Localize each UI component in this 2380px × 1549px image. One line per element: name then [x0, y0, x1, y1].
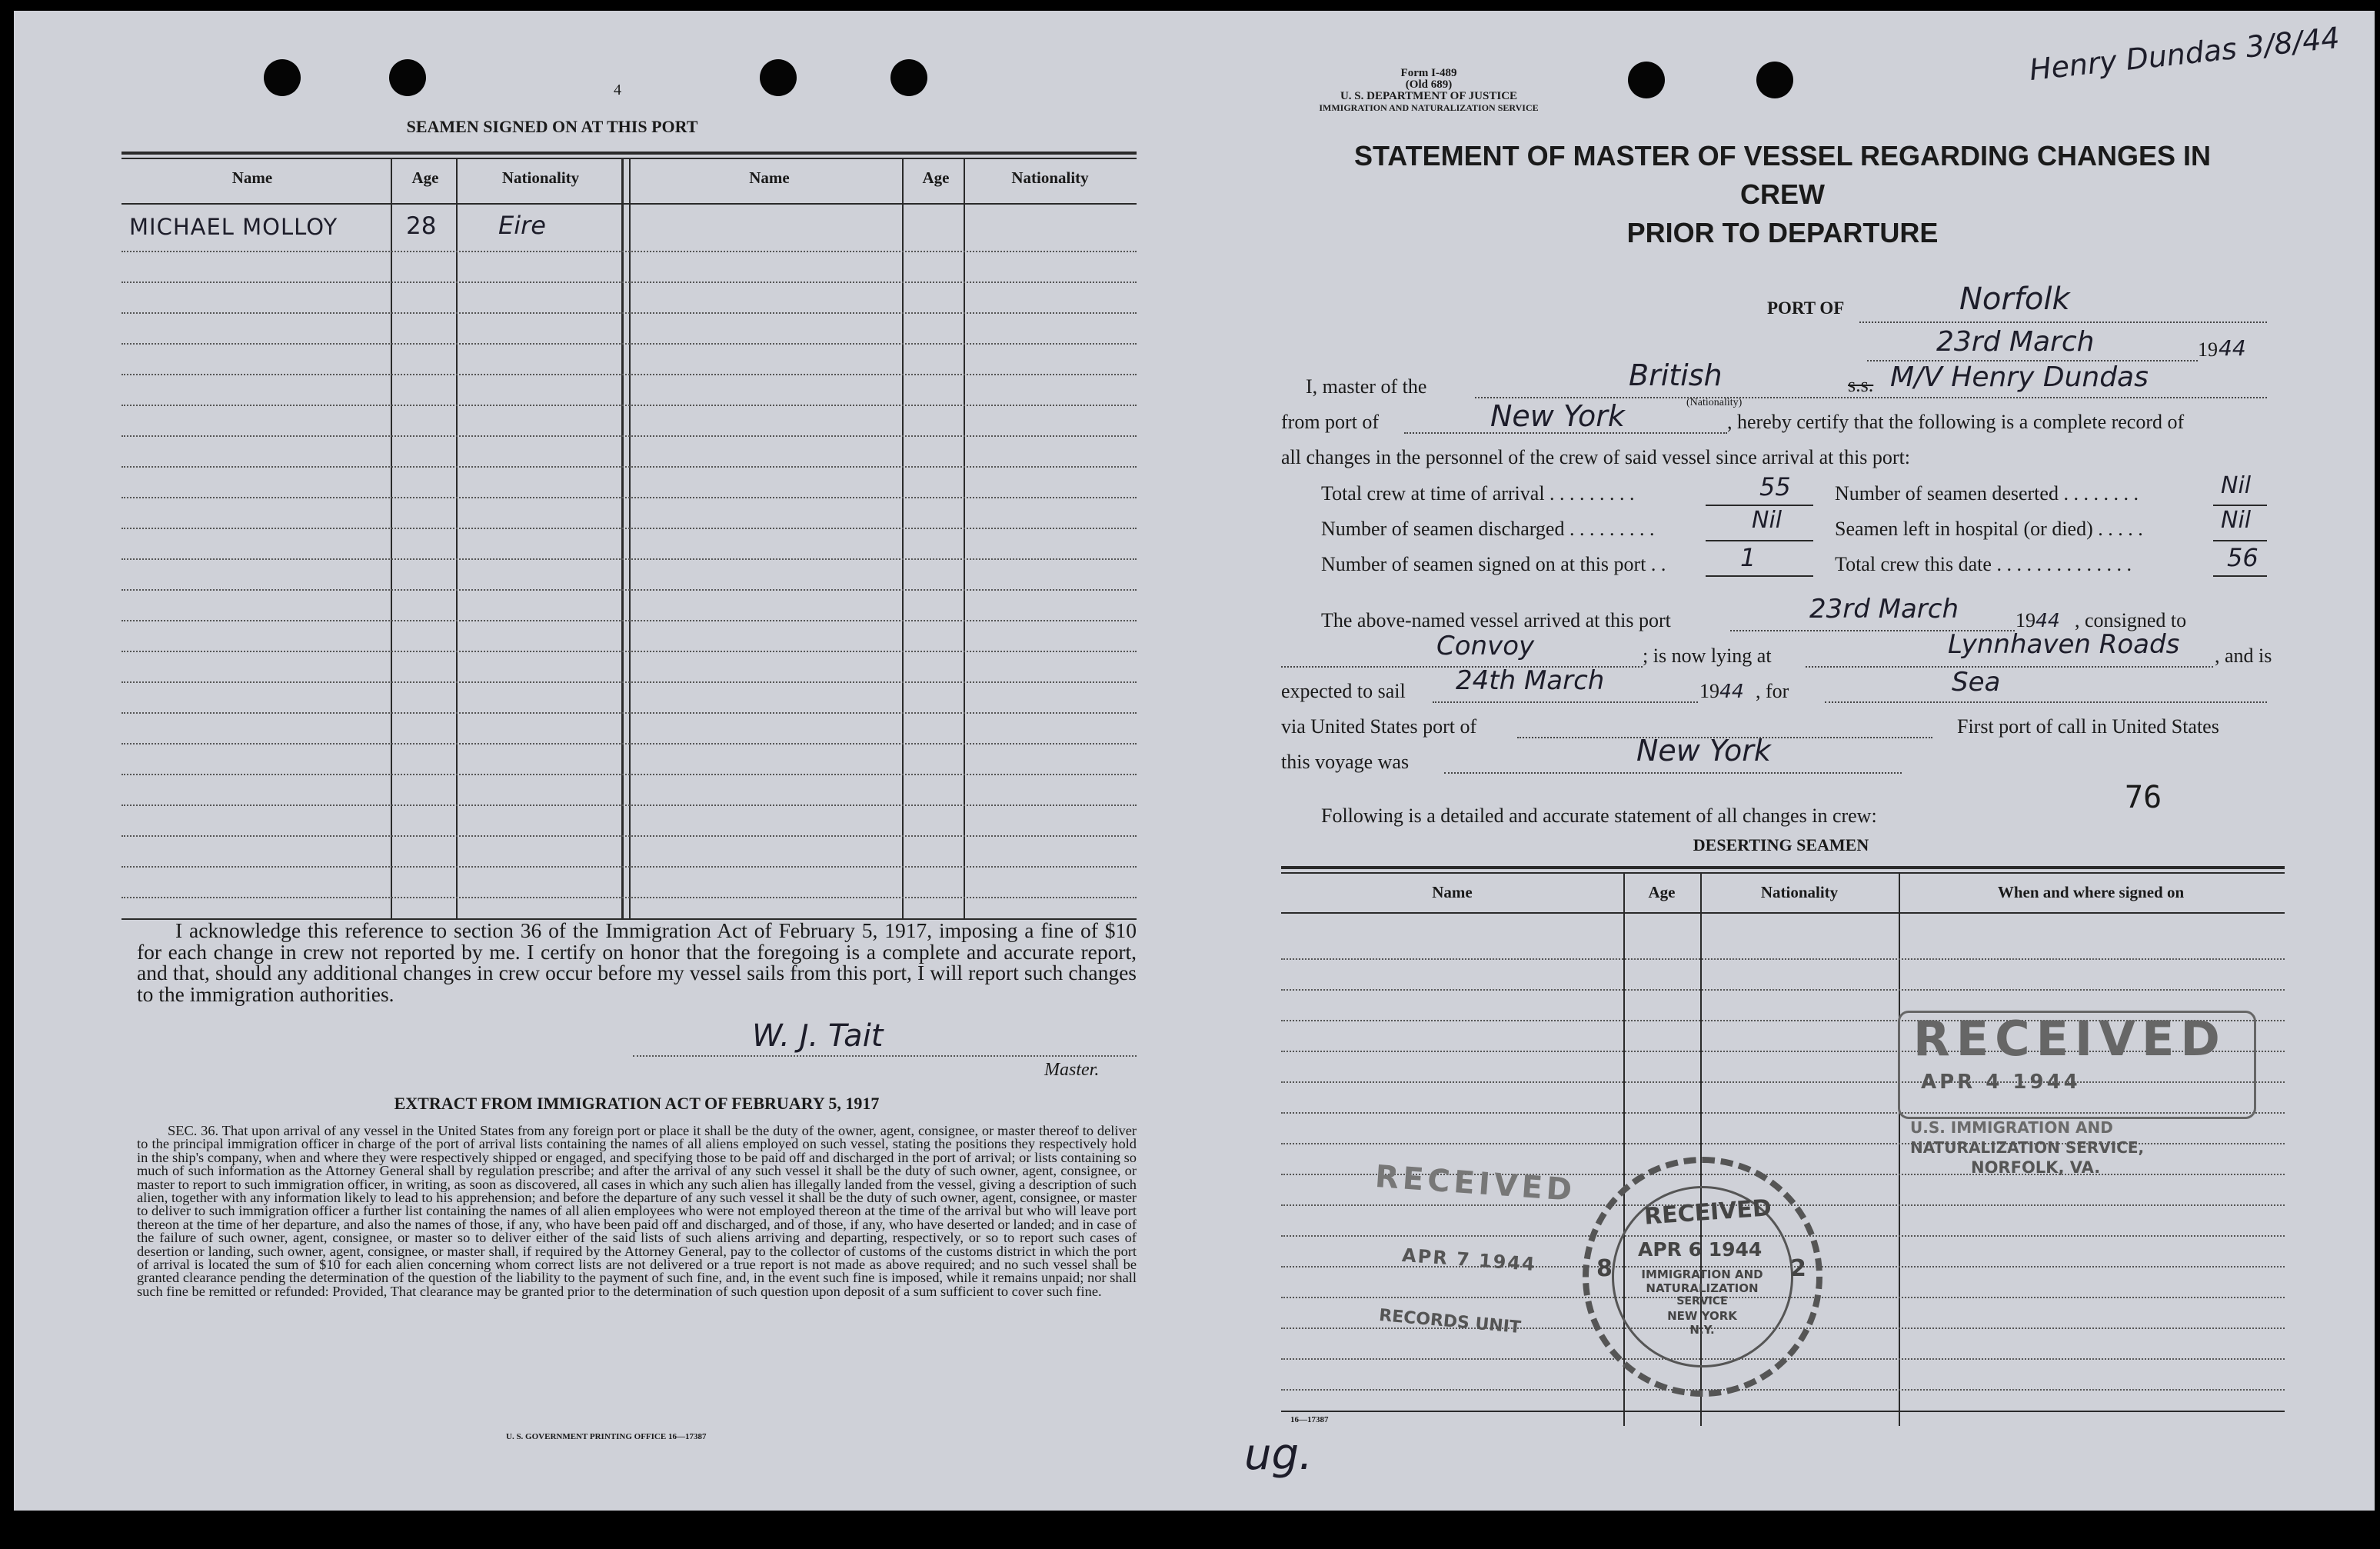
stat-underline [1706, 540, 1813, 541]
row-line [121, 774, 1137, 775]
first-port-label: First port of call in United States [1957, 715, 2219, 738]
row-line [121, 804, 1137, 806]
punch-hole [890, 59, 927, 96]
from-port-value: New York [1490, 399, 1625, 433]
stat-underline [2213, 505, 2267, 506]
stat-value-discharged: Nil [1752, 507, 1783, 534]
old-form-number: (Old 689) [1405, 78, 1453, 91]
lying-value: Lynnhaven Roads [1948, 629, 2180, 660]
stat-underline [2213, 575, 2267, 577]
stat-value-signed-on: 1 [1740, 543, 1756, 572]
punch-hole [760, 59, 797, 96]
certify-text: , hereby certify that the following is a complete record of [1727, 411, 2185, 433]
row-line [121, 281, 1137, 283]
row-line [121, 435, 1137, 437]
round-stamp-line5: SERVICE [1676, 1295, 1728, 1307]
master-signature: W. J. Tait [752, 1018, 884, 1054]
for-value: Sea [1952, 667, 2001, 698]
stat-value-deserted: Nil [2221, 472, 2252, 499]
punch-hole [1756, 62, 1793, 98]
voyage-label: this voyage was [1281, 751, 1410, 773]
stat-label-deserted: Number of seamen deserted . . . . . . . . [1835, 482, 2139, 505]
page-number: 4 [614, 82, 621, 98]
norfolk-stamp-line3: U.S. IMMIGRATION AND [1910, 1118, 2113, 1137]
records-stamp-unit: RECORDS UNIT [1378, 1305, 1522, 1338]
extract-title: EXTRACT FROM IMMIGRATION ACT OF FEBRUARY 5, 1917 [394, 1094, 880, 1113]
records-stamp-date: APR 7 1944 [1401, 1244, 1537, 1276]
round-stamp-received: RECEIVED [1643, 1194, 1773, 1231]
arrived-year-prefix: 19 [2016, 609, 2035, 631]
norfolk-stamp-received: RECEIVED [1913, 1011, 2226, 1067]
table-row-nationality: Eire [498, 211, 546, 240]
and-is-label: , and is [2215, 645, 2272, 667]
round-stamp-date: APR 6 1944 [1638, 1238, 1763, 1261]
stat-underline [2213, 540, 2267, 541]
row-line [121, 712, 1137, 714]
deserting-title: DESERTING SEAMEN [1693, 835, 1869, 854]
acknowledgement-text: I acknowledge this reference to section 36 of the Immigration Act of February 5, 1917, imposing a fine of $10 for each change in crew not reported by me. I certify on honor that the foregoing is a complete and accurate report, and that, should any additional changes in crew occur before my vessel sails from this port, I will report such changes to the immigration authorities. [137, 918, 1137, 1006]
table-row-age: 28 [406, 212, 437, 240]
column-header-age: Age [411, 168, 439, 187]
form-header [1275, 68, 1583, 114]
row-line [121, 897, 1137, 898]
printer-line: U. S. GOVERNMENT PRINTING OFFICE 16—17387 [506, 1432, 707, 1441]
expected-label: expected to sail [1281, 680, 1406, 702]
stat-value-hospital: Nil [2221, 507, 2252, 534]
seamen-signed-on-title: SEAMEN SIGNED ON AT THIS PORT [406, 117, 698, 136]
service: IMMIGRATION AND NATURALIZATION SERVICE [1319, 102, 1539, 113]
lying-label: ; is now lying at [1643, 645, 1772, 667]
row-line [121, 251, 1137, 252]
column-header-nationality: Nationality [1011, 168, 1089, 187]
column-header-age: Age [922, 168, 950, 187]
deserting-header-signed-on: When and where signed on [1997, 883, 2185, 901]
expected-value: 24th March [1456, 665, 1605, 696]
consigned-value: Convoy [1436, 631, 1535, 661]
via-label: via United States port of [1281, 715, 1477, 738]
stat-label-hospital: Seamen left in hospital (or died) . . . . . [1835, 518, 2143, 540]
from-port-label: from port of [1281, 411, 1380, 433]
round-stamp-line3: IMMIGRATION AND [1641, 1268, 1763, 1281]
for-label: , for [1756, 680, 1789, 702]
row-line [121, 466, 1137, 468]
stat-value-total-arrival: 55 [1759, 472, 1791, 501]
table-bottom-rule [1281, 1411, 2285, 1412]
consigned-label: , consigned to [2075, 609, 2187, 631]
vessel-name: M/V Henry Dundas [1890, 361, 2149, 393]
norfolk-stamp-line4: NATURALIZATION SERVICE, [1910, 1138, 2145, 1157]
round-stamp-line7: N.Y. [1689, 1323, 1715, 1337]
port-value: Norfolk [1959, 281, 2070, 317]
deserting-header-nationality: Nationality [1760, 883, 1839, 901]
right-printer-line: 16—17387 [1290, 1415, 1329, 1424]
document-sheet [14, 11, 2375, 1511]
for-field [1825, 688, 2267, 703]
deserting-header-name: Name [1432, 883, 1473, 901]
table-row-name: MICHAEL MOLLOY [129, 214, 338, 240]
certify-text-2: all changes in the personnel of the crew of said vessel since arrival at this port: [1281, 446, 1911, 468]
row-line [121, 497, 1137, 498]
round-stamp-line4: NATURALIZATION [1646, 1281, 1759, 1295]
arrived-year-value: 44 [2035, 609, 2060, 631]
row-line [121, 681, 1137, 683]
punch-hole [389, 59, 426, 96]
nationality-value: British [1629, 358, 1723, 392]
date-value: 23rd March [1936, 326, 2095, 358]
extract-text: SEC. 36. That upon arrival of any vessel in the United States from any foreign port or place it shall be the duty of the owner, agent, consignee, or master thereof to deliver to the principal immigration officer in charge of the port of arrival lists containing the names of all aliens employed on such vessel, stating the positions they respectively hold in the ship's company, when and where they were respectively shipped or engaged, and specifying those to be paid off and discharged in the port of arrival; or lists containing so much of such information as the Attorney General shall by regulation prescribe; and after the arrival of any such vessel it shall be the duty of such owner, agent, consignee, or master to report to such immigration officer, in writing, as soon as discovered, all cases in which any such alien has illegally landed from the vessel, giving a description of such alien, together with any information likely to lead to his apprehension; and before the departure of any such vessel it shall be the duty of such owner, agent, consignee, or master to deliver to such immigration officer a further list containing the names of all alien employees who were not employed thereon at the time of the arrival but who will leave port thereon at the time of her departure, and also the names of those, if any, who have been paid off and discharged, and of those, if any, who have deserted or landed; and in case of the failure of such owner, agent, consignee, or master so to deliver either of the said lists of such aliens arriving and departing, respectively, or so to report such cases of desertion or landing, such owner, agent, consignee, or master shall, if required by the Attorney General, pay to the collector of customs of the customs district in which the port of arrival is located the sum of $10 for each alien concerning whom correct lists are not delivered or a true report is not made as above required; and no such vessel shall be granted clearance pending the determination of the question of the liability to the payment of such fine, and, in the event such fine is imposed, while it remains unpaid; nor shall such fine be remitted or refunded: Provided, That clearance may be granted prior to the determination of such question upon deposit of a sum sufficient to cover such fine. [137, 1123, 1137, 1299]
following-label: Following is a detailed and accurate statement of all changes in crew: [1321, 804, 1877, 827]
port-label: PORT OF [1767, 298, 1845, 318]
row-line [1281, 1389, 2285, 1391]
row-line [1281, 989, 2285, 991]
stat-label-total-arrival: Total crew at time of arrival . . . . . . . . . [1321, 482, 1635, 505]
row-line [121, 589, 1137, 591]
punch-hole [264, 59, 301, 96]
nationality-caption: (Nationality) [1686, 397, 1743, 408]
row-line [121, 528, 1137, 529]
stat-value-total-date: 56 [2227, 543, 2259, 572]
signature-line [633, 1055, 1137, 1057]
row-line [121, 558, 1137, 560]
round-stamp-line6: NEW YORK [1667, 1309, 1737, 1323]
struck-prefix: s.s. [1848, 374, 1874, 396]
column-header-nationality: Nationality [501, 168, 580, 187]
master-label: Master. [1044, 1060, 1100, 1080]
row-line [121, 343, 1137, 345]
norfolk-stamp-line5: NORFOLK, VA. [1971, 1158, 2101, 1177]
voyage-value: New York [1636, 734, 1771, 768]
row-line [121, 620, 1137, 621]
row-line [121, 866, 1137, 868]
row-line [121, 835, 1137, 837]
row-line [121, 651, 1137, 652]
form-number: Form I-489 [1400, 67, 1457, 79]
master-of-label: I, master of the [1306, 375, 1427, 398]
form-title-line1: STATEMENT OF MASTER OF VESSEL REGARDING CHANGES IN CREW [1353, 140, 2212, 210]
expected-year [1699, 680, 1744, 703]
table-top-rule [121, 152, 1137, 155]
stat-label-discharged: Number of seamen discharged . . . . . . . . . [1321, 518, 1655, 540]
year-prefix: 19 [2198, 338, 2218, 361]
punch-hole [1628, 62, 1665, 98]
row-line [121, 312, 1137, 314]
records-stamp-received: RECEIVED [1373, 1158, 1577, 1209]
form-title-line2: PRIOR TO DEPARTURE [1626, 217, 1939, 248]
column-header-name: Name [231, 168, 273, 187]
norfolk-stamp-date: APR 4 1944 [1921, 1071, 2081, 1094]
stat-underline [1706, 505, 1813, 506]
expected-year-value: 44 [1719, 680, 1744, 702]
row-line [121, 405, 1137, 406]
deserting-header-age: Age [1648, 883, 1676, 901]
row-line [1281, 958, 2285, 960]
stat-underline [1706, 575, 1813, 577]
column-header-name: Name [749, 168, 790, 187]
form-title [1321, 137, 2244, 252]
row-line [121, 374, 1137, 375]
stat-label-signed-on: Number of seamen signed on at this port . . [1321, 553, 1666, 575]
table-top-rule [1281, 866, 2285, 869]
row-line [121, 743, 1137, 745]
round-stamp-right-number: 2 [1790, 1255, 1806, 1282]
header-rule [1281, 912, 2285, 914]
expected-year-prefix: 19 [1699, 680, 1719, 702]
year-value: 44 [2219, 335, 2246, 361]
page-count: 76 [2125, 780, 2162, 815]
arrived-value: 23rd March [1809, 594, 1959, 625]
stat-label-total-date: Total crew this date . . . . . . . . . . . . . . [1835, 553, 2132, 575]
round-stamp-left-number: 8 [1596, 1255, 1613, 1282]
department: U. S. DEPARTMENT OF JUSTICE [1340, 90, 1518, 102]
table-top-rule [1281, 872, 2285, 874]
bottom-initials: ug. [1244, 1430, 1313, 1480]
column-divider [1899, 872, 1900, 1426]
arrived-label: The above-named vessel arrived at this port [1321, 609, 1671, 631]
top-right-annotation: Henry Dundas 3/8/44 [2027, 20, 2342, 88]
